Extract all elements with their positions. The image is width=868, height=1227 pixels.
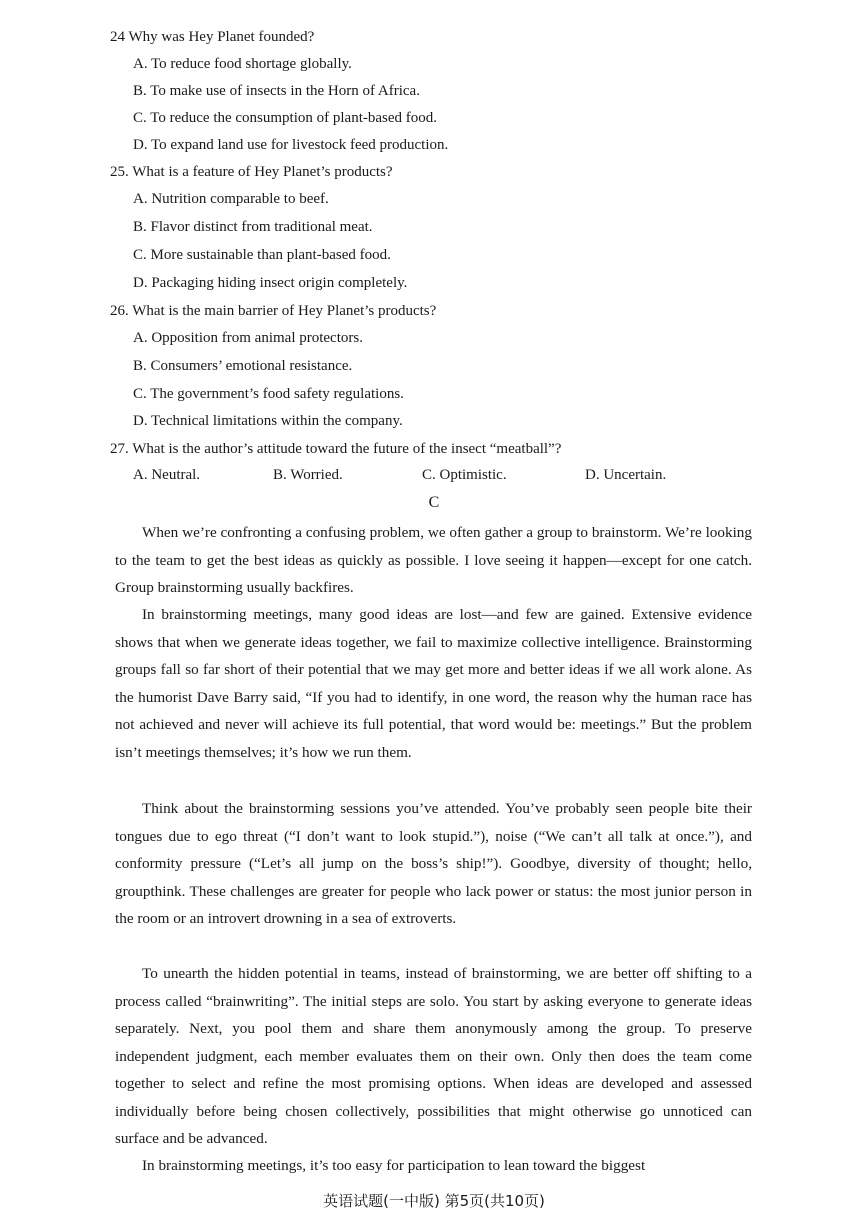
question-27-options <box>133 467 733 489</box>
passage-paragraph-4: To unearth the hidden potential in teams, instead of brainstorming, we are better off shifting to a process called “brainwriting”. The initial steps are solo. You start by asking everyone to generate ideas separately. Next, you pool them and share them anonymously among the group. To preserve independent judgment, each member evaluates them on their own. Only then does the team come together to select and refine the most promising options. When ideas are developed and assessed individually before being chosen collectively, possibilities that might otherwise go unnoticed can surface and be advanced. <box>115 965 752 1147</box>
question-24-option-a: A. To reduce food shortage globally. <box>133 56 352 72</box>
passage-paragraph-2: In brainstorming meetings, many good ideas are lost—and few are gained. Extensive evidence shows that when we generate ideas together, we fail to maximize collective intelligence. Brainstorming groups fall so far short of their potential that we may get more and better ideas if we all work alone. As the humorist Dave Barry said, “If you had to identify, in one word, the reason why the human race has not achieved and never will achieve its full potential, that word would be: meetings.” But the problem isn’t meetings themselves; it’s how we run them. <box>115 606 752 761</box>
question-25-option-a: A. Nutrition comparable to beef. <box>133 191 329 207</box>
question-24-option-c: C. To reduce the consumption of plant-based food. <box>133 110 438 126</box>
question-24-option-b: B. To make use of insects in the Horn of Africa. <box>133 83 420 99</box>
question-27-option-d: D. Uncertain. <box>585 467 667 483</box>
question-25-option-d: D. Packaging hiding insect origin completely. <box>133 275 408 291</box>
question-27-option-b: B. Worried. <box>273 467 343 483</box>
question-27-option-a: A. Neutral. <box>133 467 201 483</box>
question-26-option-d: D. Technical limitations within the company. <box>133 413 403 429</box>
question-26-stem: 26. What is the main barrier of Hey Planet’s products? <box>110 303 437 319</box>
question-27-option-c: C. Optimistic. <box>422 467 507 483</box>
page-footer: 英语试题(一中版) 第5页(共10页) <box>323 1192 545 1210</box>
question-26-option-b: B. Consumers’ emotional resistance. <box>133 358 353 374</box>
question-27-stem: 27. What is the author’s attitude toward the future of the insect “meatball”? <box>110 441 562 457</box>
passage-paragraph-1: When we’re confronting a confusing problem, we often gather a group to brainstorm. We’re looking to the team to get the best ideas as quickly as possible. I love seeing it happen—except for one catch. Group brainstorming usually backfires. <box>115 524 752 596</box>
question-26-option-c: C. The government’s food safety regulations. <box>133 386 404 402</box>
question-25-stem: 25. What is a feature of Hey Planet’s products? <box>110 164 393 180</box>
section-heading: C <box>428 494 440 511</box>
question-24-stem: 24 Why was Hey Planet founded? <box>110 29 315 45</box>
question-25-option-b: B. Flavor distinct from traditional meat. <box>133 219 373 235</box>
passage-paragraph-5: In brainstorming meetings, it’s too easy for participation to lean toward the biggest <box>142 1157 646 1174</box>
question-25-option-c: C. More sustainable than plant-based food. <box>133 247 391 263</box>
question-26-option-a: A. Opposition from animal protectors. <box>133 330 363 346</box>
passage-paragraph-3: Think about the brainstorming sessions you’ve attended. You’ve probably seen people bite their tongues due to ego threat (“I don’t want to look stupid.”), noise (“We can’t all talk at once.”), and conformity pressure (“Let’s all jump on the boss’s ship!”). Goodbye, diversity of thought; hello, groupthink. These challenges are greater for people who lack power or status: the most junior person in the room or an introvert drowning in a sea of extroverts. <box>115 800 752 927</box>
question-24-option-d: D. To expand land use for livestock feed production. <box>133 137 449 153</box>
